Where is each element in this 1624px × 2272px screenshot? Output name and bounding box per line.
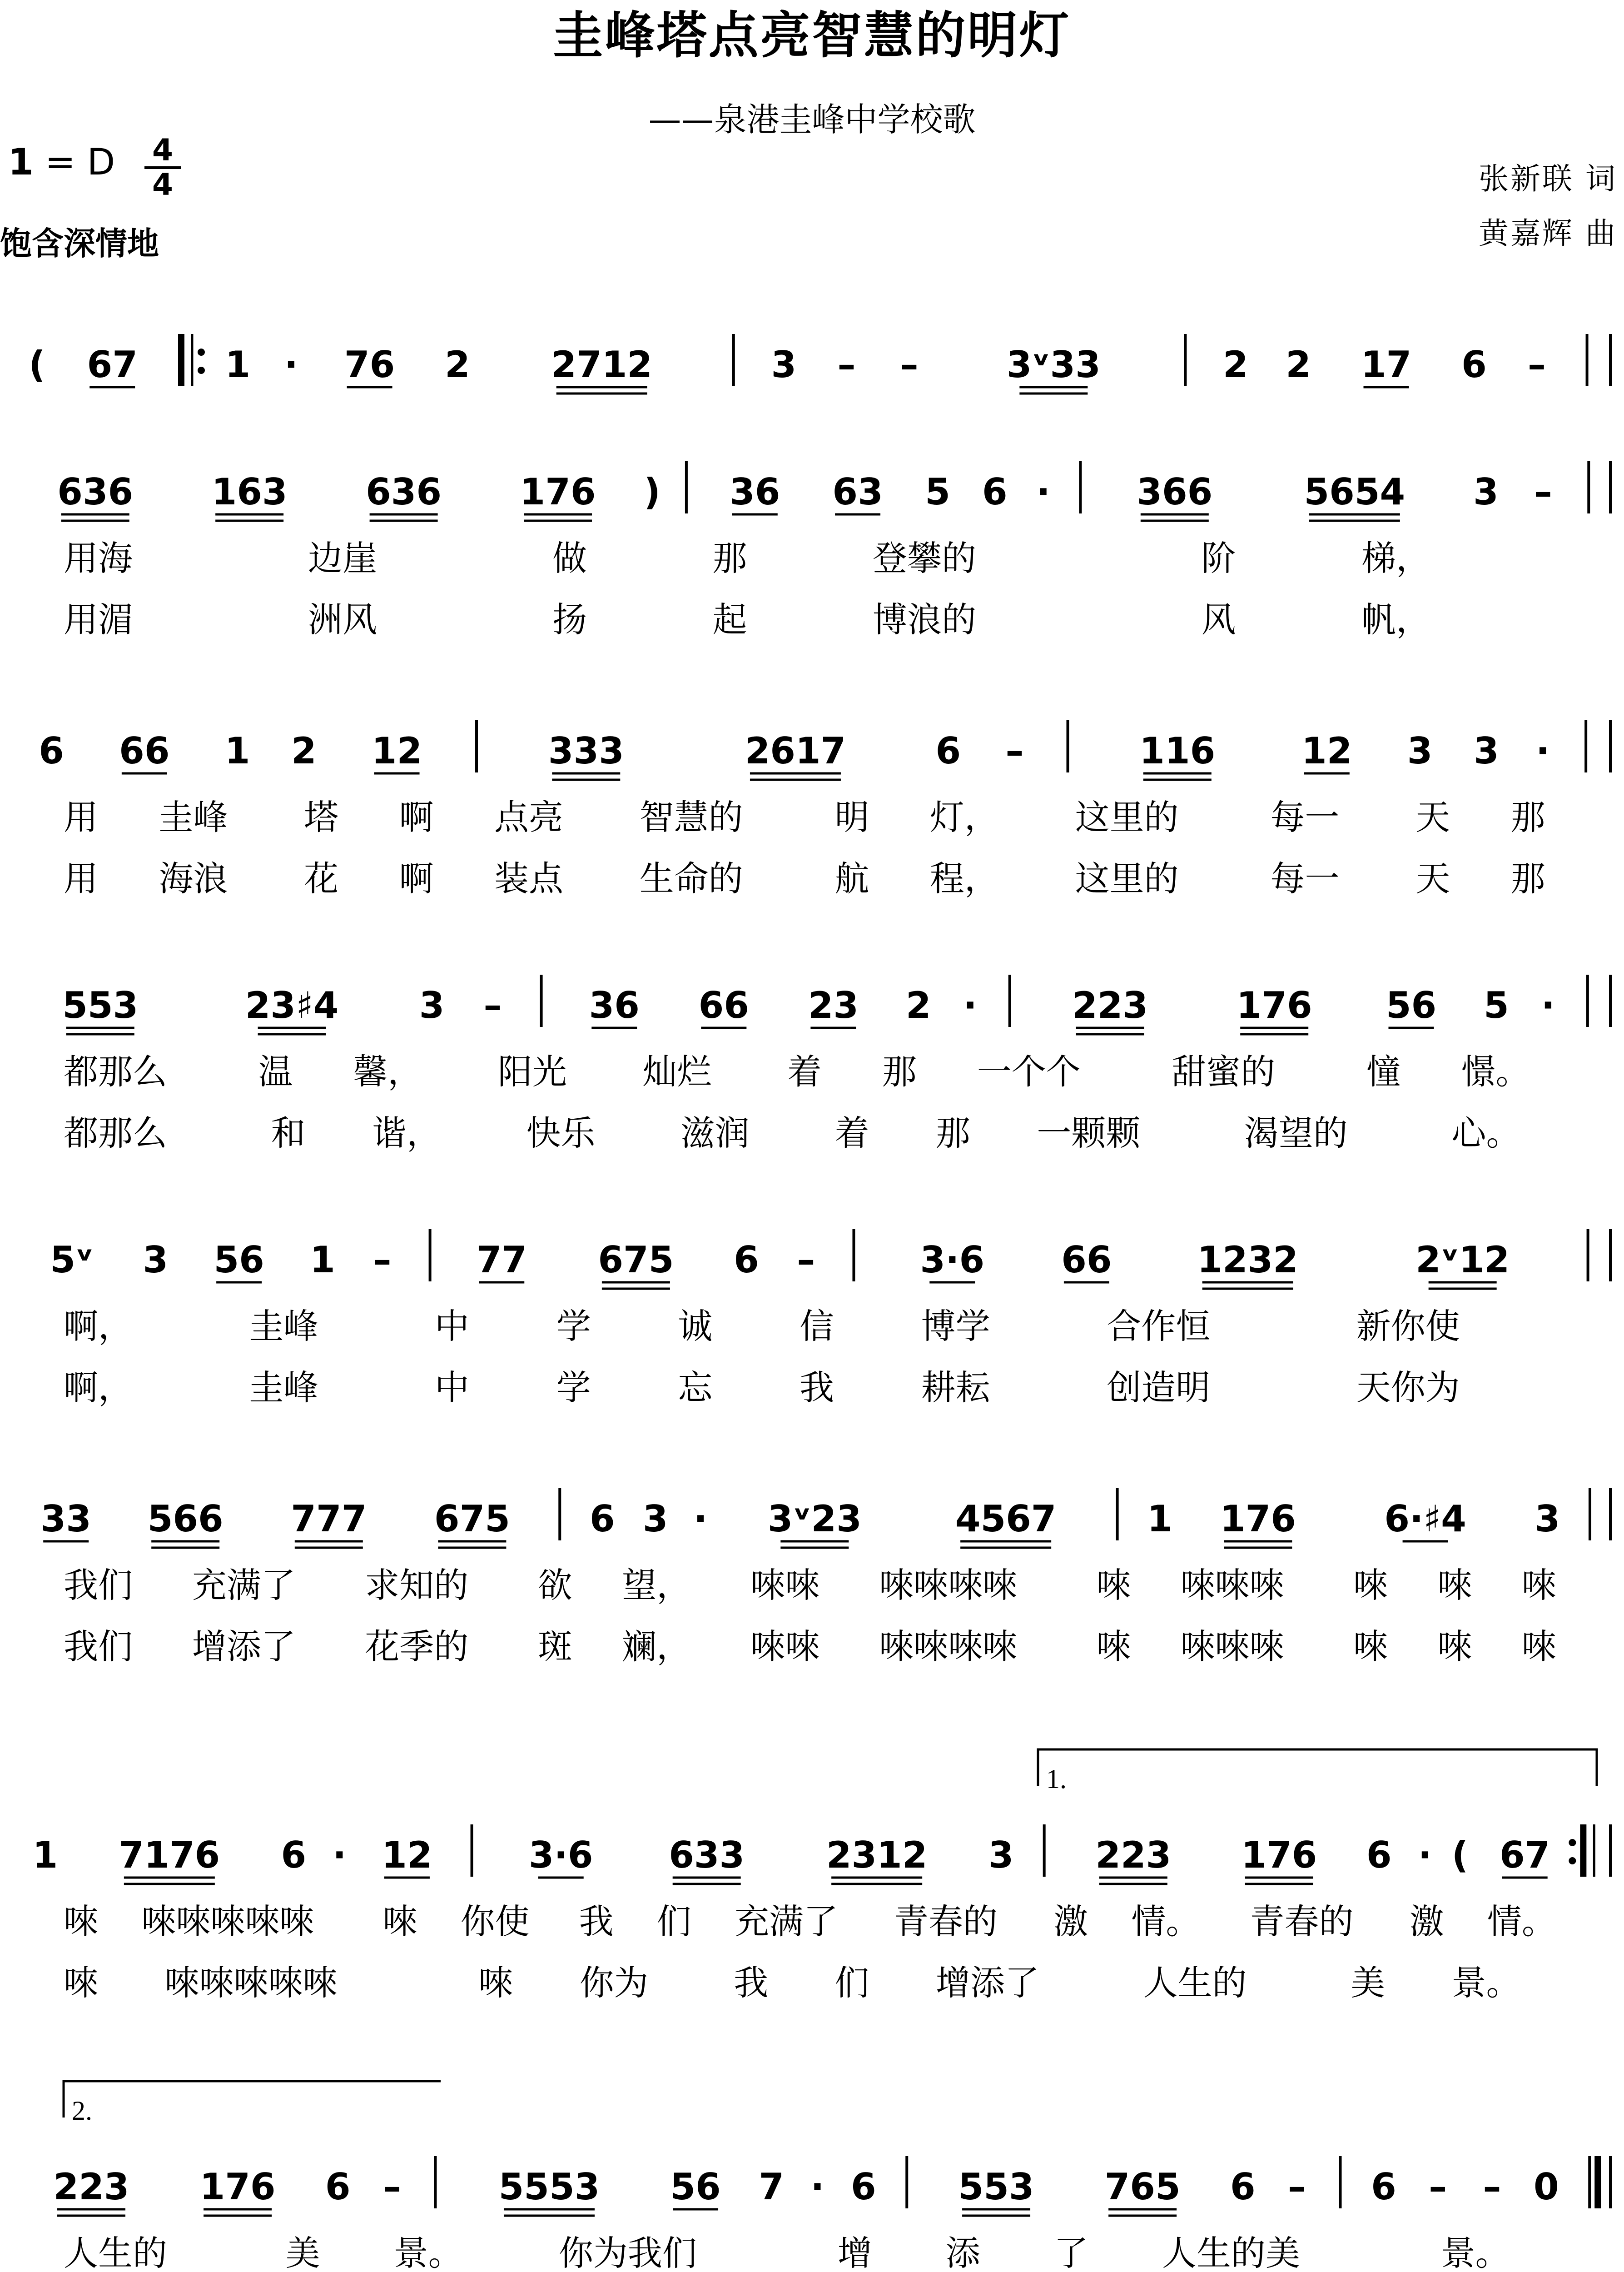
note-group: 36 <box>589 984 640 1026</box>
lyric-text: 圭峰 <box>249 1367 318 1408</box>
lyric-text: 憧 <box>1366 1051 1401 1092</box>
note-group: 553 <box>958 2166 1034 2208</box>
note-group: 17 <box>1361 344 1412 386</box>
note-group: 3 <box>1473 471 1499 513</box>
lyric-text: 美 <box>1351 1963 1386 2003</box>
lyric-text: 谐， <box>372 1113 441 1153</box>
lyric-text: 都那么 <box>64 1113 167 1153</box>
lyric-text: 我 <box>579 1901 614 1942</box>
note-group: 3 <box>642 1498 668 1540</box>
note-group: 6 <box>982 471 1008 513</box>
lyric-text: 用 <box>64 797 98 837</box>
note-group: 1232 <box>1197 1239 1298 1281</box>
note-group: 3ᵛ23 <box>767 1498 862 1540</box>
lyric-text: 圭峰 <box>159 797 228 837</box>
lyric-text: 唻 <box>1096 1626 1131 1667</box>
repeat-dot <box>1569 1839 1576 1846</box>
lyric-text: 信 <box>800 1306 834 1346</box>
key-number: 1 <box>8 141 34 183</box>
lyric-text: 唻 <box>1521 1626 1556 1667</box>
note-group: 3 <box>1407 730 1433 772</box>
lyric-text: 情。 <box>1131 1901 1201 1942</box>
lyric-text: 梯， <box>1361 538 1430 578</box>
composer-credit: 黄嘉辉 曲 <box>1479 216 1617 251</box>
lyric-text: 充满了 <box>734 1901 838 1942</box>
lyric-text: 快乐 <box>526 1113 596 1153</box>
lyric-text: 景。 <box>393 2233 463 2272</box>
note-group: ( <box>1451 1834 1469 1876</box>
note-group: 77 <box>476 1239 527 1281</box>
lyric-text: 斑 <box>537 1626 572 1667</box>
lyric-text: 用海 <box>64 538 133 578</box>
volta-number: 2. <box>72 2096 92 2126</box>
lyric-text: 航 <box>834 858 869 899</box>
lyric-text: 创造明 <box>1107 1367 1211 1408</box>
lyric-text: 圭峰 <box>249 1306 318 1346</box>
lyric-text: 扬 <box>552 599 587 640</box>
lyric-text: 青春的 <box>1250 1901 1354 1942</box>
lyric-text: 做 <box>552 538 587 578</box>
lyric-text: 唻 <box>1437 1565 1472 1605</box>
note-group: 12 <box>1301 730 1352 772</box>
lyric-text: 唻 <box>1096 1565 1131 1605</box>
lyric-text: 唻唻唻唻唻 <box>164 1963 338 2003</box>
lyric-text: 我 <box>734 1963 769 2003</box>
lyricist-credit: 张新联 词 <box>1479 161 1617 196</box>
lyric-text: 合作恒 <box>1107 1306 1211 1346</box>
note-group: 633 <box>669 1834 745 1876</box>
note-group: 176 <box>1241 1834 1317 1876</box>
note-group: 6 <box>1230 2166 1256 2208</box>
note-group: 176 <box>1236 984 1312 1026</box>
lyric-text: 唻 <box>478 1963 513 2003</box>
lyric-text: 和 <box>271 1113 306 1153</box>
lyric-text: 景。 <box>1440 2233 1510 2272</box>
lyric-text: 啊 <box>399 797 434 837</box>
lyric-text: 塔 <box>304 797 339 837</box>
lyric-text: 那 <box>935 1113 970 1153</box>
note-group: 66 <box>698 984 749 1026</box>
lyric-text: 憬。 <box>1461 1051 1530 1092</box>
lyric-text: 唻 <box>382 1901 417 1942</box>
note-group: 6 <box>39 730 64 772</box>
note-group: 6 <box>281 1834 307 1876</box>
lyric-text: 增添了 <box>192 1626 296 1667</box>
lyric-text: 登攀的 <box>872 538 976 578</box>
note-group: 2312 <box>826 1834 928 1876</box>
lyric-text: 那 <box>1510 797 1545 837</box>
lyric-text: 边崖 <box>308 538 377 578</box>
lyric-text: 每一 <box>1270 858 1340 899</box>
lyric-text: 每一 <box>1270 797 1340 837</box>
note-group: 176 <box>520 471 596 513</box>
lyric-text: 洲风 <box>308 599 377 640</box>
note-group: · <box>333 1834 347 1876</box>
lyric-text: 唻唻唻 <box>1180 1626 1284 1667</box>
note-group: 5 <box>925 471 950 513</box>
lyric-text: 天 <box>1415 858 1450 899</box>
lyric-text: 海浪 <box>159 858 228 899</box>
note-group: 636 <box>366 471 442 513</box>
lyric-text: 你为我们 <box>558 2233 697 2272</box>
lyric-text: 人生的美 <box>1162 2233 1300 2272</box>
lyric-text: 了 <box>1053 2233 1088 2272</box>
lyric-text: 都那么 <box>64 1051 167 1092</box>
note-group: · <box>963 984 977 1026</box>
note-group: 56 <box>214 1239 264 1281</box>
note-group: 23 <box>808 984 859 1026</box>
note-group: 6·♯4 <box>1384 1498 1466 1540</box>
note-group: 4567 <box>955 1498 1057 1540</box>
tempo-marking: 饱含深情地 <box>0 225 159 262</box>
note-group: 1 <box>32 1834 58 1876</box>
lyric-text: 中 <box>435 1306 470 1346</box>
note-group: 333 <box>548 730 624 772</box>
note-group: · <box>693 1498 708 1540</box>
note-group: 5ᵛ <box>50 1239 94 1281</box>
lyric-text: 博学 <box>921 1306 990 1346</box>
lyric-text: 中 <box>435 1367 470 1408</box>
note-group: 5654 <box>1304 471 1405 513</box>
note-group: 67 <box>1500 1834 1550 1876</box>
lyric-text: 唻唻唻唻唻 <box>141 1901 314 1942</box>
note-group: 3 <box>1535 1498 1560 1540</box>
volta-bracket <box>1038 1749 1597 1786</box>
note-group: 1 <box>1147 1498 1172 1540</box>
note-group: · <box>284 344 298 386</box>
note-group: 636 <box>57 471 134 513</box>
note-group: 675 <box>598 1239 674 1281</box>
note-group: – <box>1288 2166 1306 2208</box>
note-group: 12 <box>382 1834 432 1876</box>
note-group: 2 <box>1286 344 1311 386</box>
note-group: 0 <box>1533 2166 1559 2208</box>
lyric-text: 阶 <box>1201 538 1236 578</box>
note-group: 6 <box>1461 344 1487 386</box>
lyric-text: 学 <box>556 1306 591 1346</box>
note-group: – <box>1528 344 1546 386</box>
lyric-text: 阳光 <box>497 1051 567 1092</box>
note-group: · <box>810 2166 824 2208</box>
note-group: 223 <box>1095 1834 1172 1876</box>
note-group: 2 <box>445 344 470 386</box>
note-group: 7 <box>759 2166 784 2208</box>
lyric-text: 啊 <box>399 858 434 899</box>
lyric-text: 唻 <box>64 1901 98 1942</box>
lyric-text: 欲 <box>537 1565 572 1605</box>
note-group: 3 <box>419 984 445 1026</box>
lyric-text: 灯， <box>929 797 999 837</box>
key-name: = D <box>45 141 115 183</box>
meter-numerator: 4 <box>152 133 173 168</box>
lyric-text: 添 <box>945 2233 980 2272</box>
volta-bracket <box>64 2081 441 2118</box>
lyric-text: 我们 <box>64 1565 133 1605</box>
lyric-text: 用湄 <box>64 599 133 640</box>
note-group: 1 <box>310 1239 335 1281</box>
note-group: 223 <box>53 2166 129 2208</box>
note-group: 5 <box>1484 984 1509 1026</box>
lyric-text: 激 <box>1053 1901 1088 1942</box>
note-group: 76 <box>344 344 395 386</box>
lyric-text: 激 <box>1409 1901 1444 1942</box>
lyric-text: 啊， <box>64 1367 133 1408</box>
lyric-text: 花 <box>304 858 339 899</box>
note-group: 1 <box>225 344 251 386</box>
lyric-text: 博浪的 <box>872 599 976 640</box>
note-group: 2 <box>906 984 931 1026</box>
note-group: 765 <box>1104 2166 1181 2208</box>
lyric-text: 我 <box>800 1367 834 1408</box>
note-group: – <box>1534 471 1552 513</box>
lyric-text: 唻 <box>1437 1626 1472 1667</box>
note-group: 2712 <box>551 344 653 386</box>
repeat-dot <box>1569 1857 1576 1864</box>
lyric-text: 用 <box>64 858 98 899</box>
lyric-text: 诚 <box>678 1306 713 1346</box>
lyric-text: 那 <box>712 538 747 578</box>
note-group: 36 <box>730 471 780 513</box>
lyric-text: 生命的 <box>639 858 743 899</box>
lyric-text: 唻唻 <box>750 1626 820 1667</box>
lyric-text: 帆， <box>1361 599 1430 640</box>
note-group: 66 <box>119 730 170 772</box>
lyric-text: 们 <box>656 1901 691 1942</box>
lyric-text: 斓， <box>622 1626 691 1667</box>
note-group: 176 <box>199 2166 276 2208</box>
note-group: 366 <box>1137 471 1213 513</box>
lyric-text: 天 <box>1415 797 1450 837</box>
lyric-text: 温 <box>258 1051 293 1092</box>
note-group: 3 <box>1473 730 1499 772</box>
lyric-text: 灿烂 <box>642 1051 712 1092</box>
note-group: 6 <box>325 2166 351 2208</box>
note-group: 56 <box>670 2166 721 2208</box>
note-group: – <box>1483 2166 1501 2208</box>
lyric-text: 一颗颗 <box>1037 1113 1141 1153</box>
lyric-text: 新你使 <box>1356 1306 1460 1346</box>
note-group: 3 <box>771 344 797 386</box>
note-group: 66 <box>1061 1239 1112 1281</box>
note-group: 223 <box>1072 984 1148 1026</box>
lyric-text: 情。 <box>1487 1901 1556 1942</box>
lyric-text: 增 <box>837 2233 872 2272</box>
lyric-text: 风 <box>1201 599 1236 640</box>
note-group: · <box>1535 730 1550 772</box>
note-group: 116 <box>1139 730 1216 772</box>
lyric-text: 唻 <box>1353 1626 1388 1667</box>
note-group: 553 <box>62 984 139 1026</box>
note-group: – <box>797 1239 815 1281</box>
lyric-text: 心。 <box>1451 1113 1521 1153</box>
lyric-text: 唻唻唻唻 <box>879 1626 1018 1667</box>
lyric-text: 人生的 <box>64 2233 167 2272</box>
note-group: 2 <box>291 730 317 772</box>
note-group: – <box>1429 2166 1447 2208</box>
lyric-text: 唻 <box>64 1963 98 2003</box>
note-group: ) <box>644 471 661 513</box>
note-group: 6 <box>850 2166 876 2208</box>
lyric-text: 馨， <box>353 1051 422 1092</box>
note-group: 3·6 <box>920 1239 985 1281</box>
lyric-text: 起 <box>712 599 747 640</box>
repeat-dot <box>198 349 205 356</box>
lyric-text: 你为 <box>579 1963 649 2003</box>
note-group: 7176 <box>119 1834 220 1876</box>
lyric-text: 唻唻唻 <box>1180 1565 1284 1605</box>
lyric-text: 唻唻 <box>750 1565 820 1605</box>
note-group: · <box>1418 1834 1432 1876</box>
lyric-text: 这里的 <box>1075 858 1179 899</box>
repeat-dot <box>198 367 205 374</box>
lyric-text: 程， <box>929 858 999 899</box>
lyric-text: 天你为 <box>1356 1367 1460 1408</box>
lyric-text: 你使 <box>460 1901 530 1942</box>
lyric-text: 学 <box>556 1367 591 1408</box>
meter-denominator: 4 <box>152 167 173 202</box>
lyric-text: 滋润 <box>680 1113 750 1153</box>
note-group: – <box>900 344 919 386</box>
note-group: – <box>837 344 856 386</box>
note-group: – <box>383 2166 402 2208</box>
song-subtitle: ——泉港圭峰中学校歌 <box>648 100 976 139</box>
lyric-text: 人生的 <box>1143 1963 1247 2003</box>
lyric-text: 青春的 <box>894 1901 998 1942</box>
lyric-text: 甜蜜的 <box>1172 1051 1276 1092</box>
lyric-text: 唻 <box>1521 1565 1556 1605</box>
lyric-text: 啊， <box>64 1306 133 1346</box>
note-group: 12 <box>371 730 422 772</box>
note-group: 3 <box>143 1239 169 1281</box>
lyric-text: 着 <box>834 1113 869 1153</box>
lyric-text: 美 <box>285 2233 320 2272</box>
lyric-text: 一个个 <box>977 1051 1081 1092</box>
lyric-text: 景。 <box>1451 1963 1521 2003</box>
lyric-text: 花季的 <box>365 1626 469 1667</box>
lyric-text: 唻 <box>1353 1565 1388 1605</box>
note-group: 6 <box>589 1498 615 1540</box>
lyric-text: 那 <box>1510 858 1545 899</box>
note-group: 675 <box>434 1498 510 1540</box>
volta-number: 1. <box>1046 1764 1067 1794</box>
note-group: – <box>1005 730 1024 772</box>
note-group: ( <box>29 344 45 386</box>
lyric-text: 着 <box>787 1051 822 1092</box>
note-group: 3 <box>988 1834 1014 1876</box>
note-group: 2 <box>1223 344 1248 386</box>
note-group: 2617 <box>745 730 846 772</box>
lyric-text: 智慧的 <box>639 797 743 837</box>
note-group: 3ᵛ33 <box>1006 344 1101 386</box>
note-group: 176 <box>1220 1498 1296 1540</box>
note-group: 23♯4 <box>245 984 339 1026</box>
lyric-text: 唻唻唻唻 <box>879 1565 1018 1605</box>
lyric-text: 渴望的 <box>1244 1113 1348 1153</box>
lyric-text: 充满了 <box>192 1565 296 1605</box>
note-group: 63 <box>832 471 883 513</box>
note-group: 1 <box>224 730 250 772</box>
lyric-text: 我们 <box>64 1626 133 1667</box>
note-group: · <box>1541 984 1555 1026</box>
note-group: 6 <box>935 730 961 772</box>
note-group: 6 <box>1371 2166 1396 2208</box>
lyric-text: 点亮 <box>494 797 563 837</box>
lyric-text: 这里的 <box>1075 797 1179 837</box>
note-group: 56 <box>1386 984 1437 1026</box>
note-group: 163 <box>211 471 288 513</box>
lyric-text: 忘 <box>678 1367 713 1408</box>
note-group: · <box>1036 471 1050 513</box>
note-group: 566 <box>147 1498 223 1540</box>
note-group: 6 <box>734 1239 759 1281</box>
note-group: 6 <box>1366 1834 1392 1876</box>
note-group: 33 <box>40 1498 91 1540</box>
lyric-text: 装点 <box>494 858 563 899</box>
note-group: 5553 <box>498 2166 600 2208</box>
lyric-text: 们 <box>834 1963 869 2003</box>
note-group: 67 <box>87 344 138 386</box>
note-group: – <box>373 1239 392 1281</box>
note-group: 777 <box>291 1498 367 1540</box>
note-group: – <box>483 984 502 1026</box>
note-group: 2ᵛ12 <box>1415 1239 1510 1281</box>
note-group: 3·6 <box>528 1834 593 1876</box>
lyric-text: 那 <box>882 1051 917 1092</box>
song-title: 圭峰塔点亮智慧的明灯 <box>553 6 1071 65</box>
lyric-text: 增添了 <box>935 1963 1039 2003</box>
lyric-text: 求知的 <box>365 1565 469 1605</box>
lyric-text: 明 <box>834 797 869 837</box>
lyric-text: 望， <box>622 1565 691 1605</box>
lyric-text: 耕耘 <box>921 1367 990 1408</box>
